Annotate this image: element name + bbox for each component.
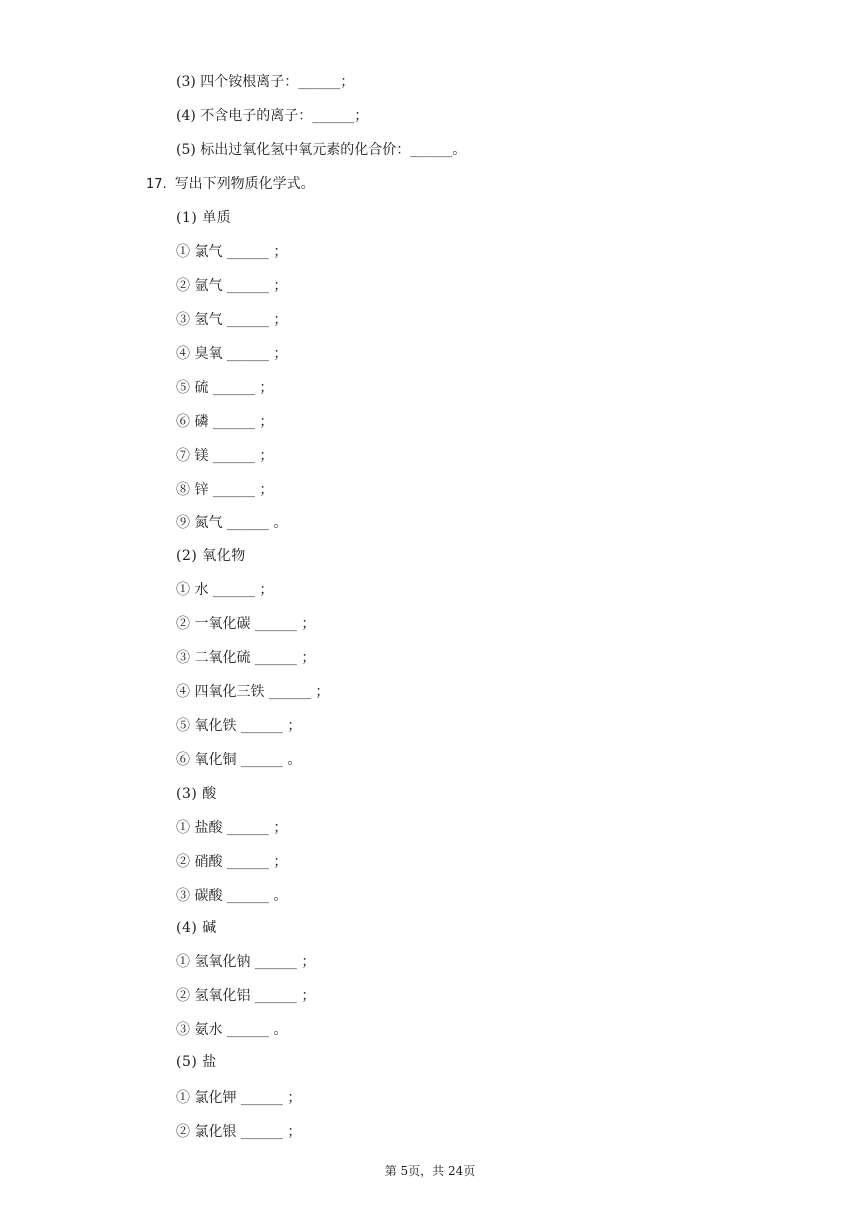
page-footer: 第 5页，共 24页 [384,1164,476,1178]
list-item: ④ 四氧化三铁 ______ ； [176,684,330,700]
list-item: ② 硝酸 ______ ； [176,854,288,870]
list-item: ① 氯化钾 ______ ； [176,1090,302,1106]
question-17 [146,174,315,195]
list-item: ⑦ 镁 ______ ； [176,448,274,464]
question-text: 写出下列物质化学式。 [174,176,315,192]
section-title-bases: (4) 碱 [176,920,217,936]
question-number: 17. [146,177,167,192]
list-item: ③ 碳酸 ______ 。 [176,888,288,904]
list-item: ② 氩气 ______ ； [176,278,288,294]
list-item: ③ 氢气 ______ ； [176,312,288,328]
list-item: ① 氢氧化钠 ______ ； [176,954,316,970]
list-item: ② 一氧化碳 ______ ； [176,616,316,632]
list-item: ① 氯气 ______ ； [176,244,288,260]
section-title-elements: (1) 单质 [176,210,232,226]
list-item: ⑤ 氧化铁 ______ ； [176,718,302,734]
list-item: ⑤ 硫 ______ ； [176,380,274,396]
list-item: ⑥ 磷 ______ ； [176,414,274,430]
list-item: ⑥ 氧化铜 ______ 。 [176,752,302,768]
list-item: ⑨ 氮气 ______ 。 [176,515,288,531]
list-item: ③ 二氧化硫 ______ ； [176,650,316,666]
list-item: ② 氢氧化铝 ______ ； [176,988,316,1004]
list-item: ② 氯化银 ______ ； [176,1124,302,1140]
list-item: ⑧ 锌 ______ ； [176,482,274,498]
intro-item-3: (3) 四个铵根离子：______； [176,74,355,90]
list-item: ① 盐酸 ______ ； [176,820,288,836]
list-item: ③ 氨水 ______ 。 [176,1022,288,1038]
section-title-oxides: (2) 氧化物 [176,548,246,564]
intro-item-5: (5) 标出过氧化氢中氧元素的化合价：______。 [176,142,467,158]
list-item: ① 水 ______ ； [176,582,274,598]
section-title-salts: (5) 盐 [176,1054,217,1070]
intro-item-4: (4) 不含电子的离子：______； [176,108,369,124]
list-item: ④ 臭氧 ______ ； [176,346,288,362]
section-title-acids: (3) 酸 [176,786,217,802]
